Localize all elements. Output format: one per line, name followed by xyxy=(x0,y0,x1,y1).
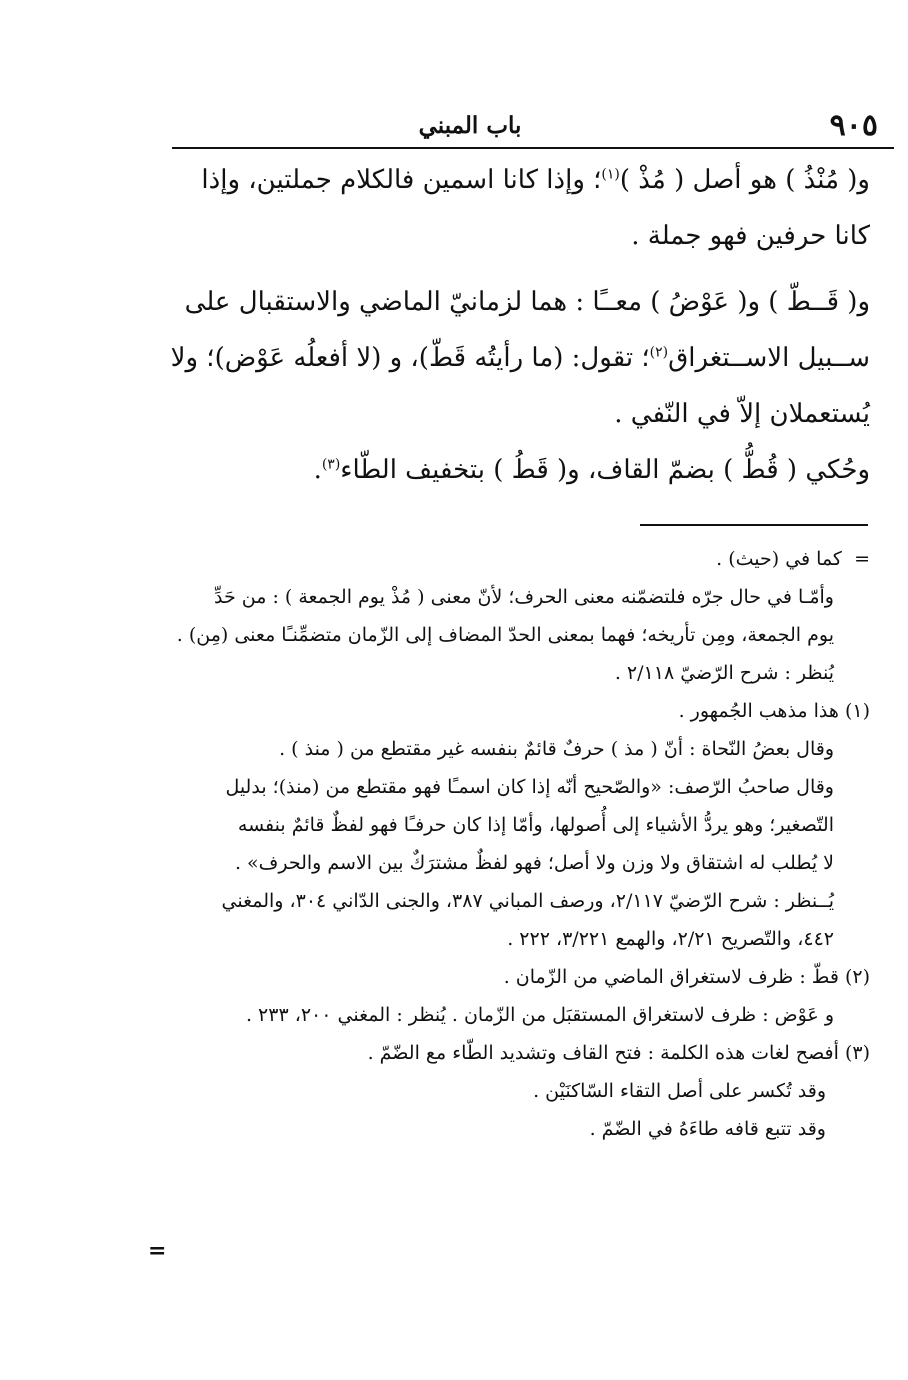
footnote-separator xyxy=(640,524,868,526)
paragraph-mundhu xyxy=(158,152,870,264)
footnote-line: وقد تتبع قافه طاءَهُ في الضّمّ . xyxy=(589,1118,826,1140)
header-rule xyxy=(172,147,894,149)
footnote-ref-3: (٣) xyxy=(321,456,341,473)
footnotes xyxy=(140,540,870,1148)
continuation-marker-end: = xyxy=(148,1238,167,1264)
footnote-line: يُــنظر : شرح الرّضيّ ٢/١١٧، ورصف المباني ٣٨٧، والجنى الدّاني ٣٠٤، والمغني xyxy=(221,890,834,912)
footnote-continued: = كما في (حيث) . xyxy=(716,548,870,570)
footnote-ref-1: (١) xyxy=(601,166,620,183)
text-line: و( قَــطّ ) و( عَوْضُ ) معــًا : هما لزمانيّ الماضي والاستقبال على xyxy=(184,287,870,317)
footnote-line: لا يُطلب له اشتقاق ولا وزن ولا أصل؛ فهو لفظٌ مشترَكٌ بين الاسم والحرف» . xyxy=(234,852,834,874)
footnote-line: وقد تُكسر على أصل التقاء السّاكنَيْن . xyxy=(533,1080,826,1102)
text-line: ؛ تقول: (ما رأيتُه قَطّ)، و (لا أفعلُه عَوْض)؛ ولا xyxy=(170,343,650,373)
main-text xyxy=(158,152,870,498)
footnote-2: (٢) قطّ : ظرف لاستغراق الماضي من الزّمان . xyxy=(503,966,870,988)
footnote-line: و عَوْض : ظرف لاستغراق المستقبَل من الزّمان . يُنظر : المغني ٢٠٠، ٢٣٣ . xyxy=(245,1004,834,1026)
text-line: يُستعملان إلاّ في النّفي . xyxy=(614,399,870,429)
text-line: وحُكي ( قُطُّ ) بضمّ القاف، و( قَطُ ) بتخفيف الطّاء xyxy=(340,455,870,485)
footnote-ref-2: (٢) xyxy=(649,344,669,361)
text-line: . xyxy=(313,455,322,485)
text-line: ؛ وإذا كانا اسمين فالكلام جملتين، وإذا xyxy=(201,165,602,195)
paragraph-qatt-awd xyxy=(158,274,870,498)
footnote-line: ٤٤٢، والتّصريح ٢/٢١، والهمع ٣/٢٢١، ٢٢٢ . xyxy=(507,928,834,950)
footnote-line: يُنظر : شرح الرّضيّ ٢/١١٨ . xyxy=(614,662,834,684)
page-number: ٩٠٥ xyxy=(829,108,878,143)
footnote-line: وقال بعضُ النّحاة : أنّ ( مذ ) حرفٌ قائمٌ بنفسه غير مقتطع من ( منذ ) . xyxy=(279,738,834,760)
footnote-line: وأمّـا في حال جرّه فلتضمّنه معنى الحرف؛ لأنّ معنى ( مُذْ يوم الجمعة ) : من حَدِّ xyxy=(214,586,834,608)
footnote-1: (١) هذا مذهب الجُمهور . xyxy=(678,700,870,722)
text-line: كانا حرفين فهو جملة . xyxy=(631,221,870,251)
continuation-marker: = xyxy=(854,548,870,570)
footnote-line: وقال صاحبُ الرّصف: «والصّحيح أنّه إذا كان اسمـًا فهو مقتطع من (منذ)؛ بدليل xyxy=(225,776,834,798)
footnote-line: يوم الجمعة، ومِن تأريخه؛ فهما بمعنى الحدّ المضاف إلى الزّمان متضمِّنـًا معنى (مِن) . xyxy=(176,624,834,646)
footnote-line: التّصغير؛ وهو يردُّ الأشياء إلى أُصولها، وأمّا إذا كان حرفـًا فهو لفظٌ قائمٌ بنفسه xyxy=(237,814,834,836)
text-line: و( مُنْذُ ) هو أصل ( مُذْ ) xyxy=(619,165,870,195)
text-line: ســبيل الاســتغراق xyxy=(668,343,870,373)
chapter-title: باب المبني xyxy=(418,112,522,139)
footnote-3: (٣) أفصح لغات هذه الكلمة : فتح القاف وتشديد الطّاء مع الضّمّ . xyxy=(367,1042,870,1064)
